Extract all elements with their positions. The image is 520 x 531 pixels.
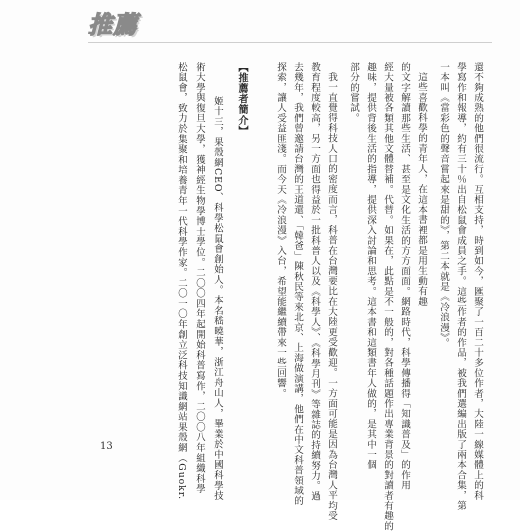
section-title: 推薦: [88, 11, 138, 39]
page-number: 13: [100, 441, 113, 452]
text-column: 還不夠成熟的他們很流行。互相支持，時到如今，匯聚了一百二十多位作者，大陸一線媒體上的科: [472, 62, 483, 501]
bio-column: 松鼠會，致力於集聚和培養青年一代科學作家。二〇一〇年創立泛科技知識網站果殼網（Guokr.: [176, 62, 187, 500]
text-column: 趣味，提供背後生活的指導，提供深入討論和思考。這本書和這類書年人做的，是其中一個: [365, 62, 376, 470]
text-column: 學寫作和報導，約有三十％出自松鼠會成員之手。這些作者的作品，被我們選編出版了兩本合集，第: [455, 62, 466, 511]
text-column: 經大量被各類其他文體替補。代替。如果在，此點是不一般的，對各種話題作出專業背景的對讀者有趣的: [382, 62, 393, 531]
text-column: 探索，讓人受益匪淺。而今天《冷浪漫》入台，希望能繼續帶來一些回響。: [275, 62, 286, 399]
text-column: 一本叫《當彩色的聲音嘗起來是甜的》，第二本就是《冷浪漫》。: [438, 62, 449, 349]
text-column: 我一直覺得科技人口的密度而言，科普在台灣要比在大陸更受歡迎。一方面可能是因為台灣人平均受: [326, 72, 337, 521]
bio-heading: 【推薦者簡介】: [236, 62, 247, 137]
text-column: 教育程度較高，另一方面也得益於一批科普人以及《科學人》、《科學月刊》等雜誌的持續努力。過: [309, 62, 320, 502]
text-column: 部分的嘗試。: [348, 62, 359, 124]
bio-column: 術大學與復旦大學，獲神經生物學博士學位。二〇〇四年起開始科普寫作，二〇〇八年組織科學: [194, 62, 205, 495]
text-column: 這些喜歡科學的青年人，在這本書裡都是用生動有趣: [416, 72, 427, 307]
bio-column: 姬十三，果殼網CEO、科學松鼠會創始人。本名嵇曉華，浙江舟山人，畢業於中國科學技: [212, 96, 223, 502]
text-column: 去幾年，我們曾邀請台灣的王道還、「韓爸」陳秋民等來北京、上海做演講，他們在中文科普領域的: [292, 62, 303, 506]
header-divider: [88, 42, 492, 43]
text-column: 的文字解讀那些生活、甚至是文化生活的方方面面。網路時代，科學傳播得「知識普及」的作用: [399, 62, 410, 491]
